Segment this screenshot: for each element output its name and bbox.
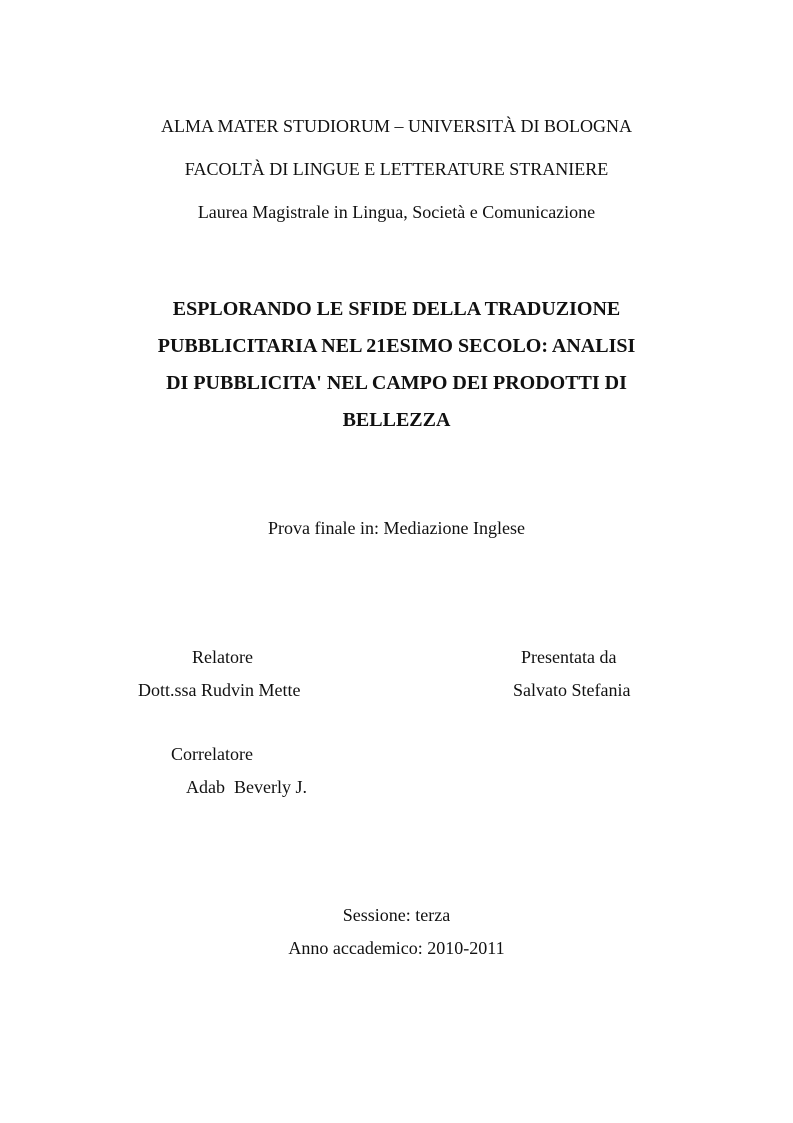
correlatore-label: Correlatore — [171, 744, 253, 764]
thesis-title-line-4: BELLEZZA — [342, 409, 451, 431]
faculty-name: FACOLTÀ DI LINGUE E LETTERATURE STRANIERE — [184, 159, 609, 179]
degree-name: Laurea Magistrale in Lingua, Società e Comunicazione — [197, 202, 596, 222]
correlatore-name: Adab Beverly J. — [186, 777, 307, 797]
exam-subject: Prova finale in: Mediazione Inglese — [268, 518, 525, 538]
author-name: Salvato Stefania — [513, 680, 631, 700]
academic-year: Anno accademico: 2010-2011 — [288, 938, 505, 958]
author-label: Presentata da — [521, 647, 617, 667]
thesis-title-line-1: ESPLORANDO LE SFIDE DELLA TRADUZIONE — [172, 298, 621, 320]
university-name: ALMA MATER STUDIORUM – UNIVERSITÀ DI BOLOGNA — [161, 116, 632, 136]
thesis-title-line-2: PUBBLICITARIA NEL 21ESIMO SECOLO: ANALISI — [157, 335, 636, 357]
thesis-title — [96, 291, 697, 439]
relatore-name: Dott.ssa Rudvin Mette — [138, 680, 301, 700]
session: Sessione: terza — [342, 905, 451, 925]
relatore-label: Relatore — [192, 647, 253, 667]
thesis-title-line-3: DI PUBBLICITA' NEL CAMPO DEI PRODOTTI DI — [166, 372, 627, 394]
